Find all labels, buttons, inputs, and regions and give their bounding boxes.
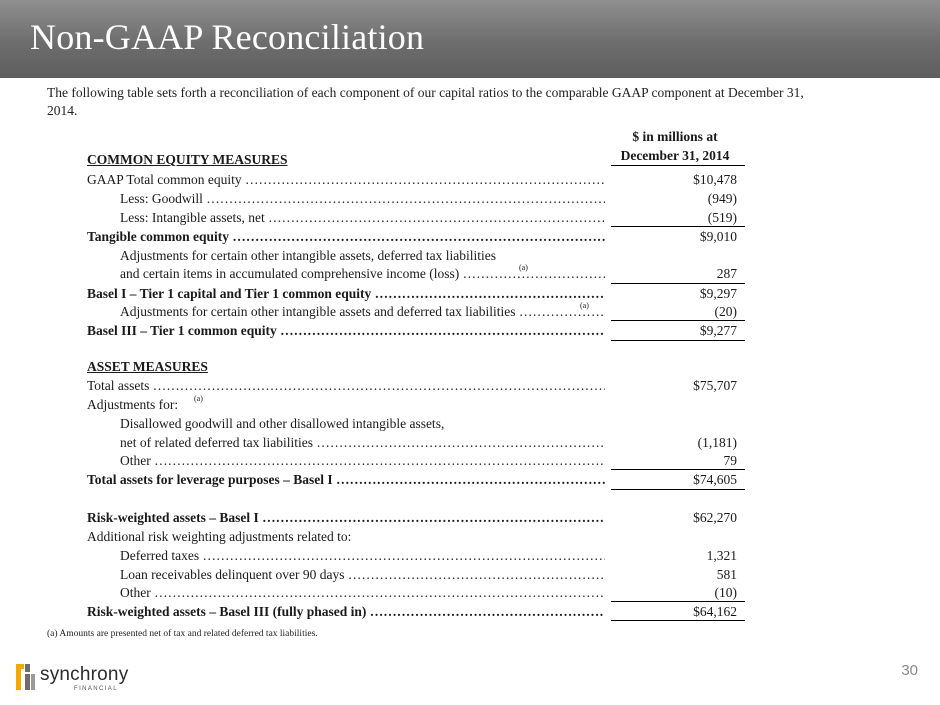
table-row bbox=[0, 189, 760, 208]
row-value: (949) bbox=[707, 191, 737, 206]
column-header-line1: $ in millions at bbox=[632, 129, 718, 144]
total-underline bbox=[611, 489, 745, 490]
table-row bbox=[0, 583, 760, 602]
row-value: 287 bbox=[716, 266, 737, 281]
row-value: (1,181) bbox=[697, 435, 737, 450]
row-label: Basel I – Tier 1 capital and Tier 1 common equity …………………………………………………………………………………………………………………………………………………………… bbox=[87, 284, 605, 303]
table-row bbox=[0, 451, 760, 470]
row-label: Disallowed goodwill and other disallowed intangible assets, bbox=[120, 416, 445, 431]
table-row bbox=[0, 565, 760, 584]
column-header-line2: December 31, 2014 bbox=[620, 148, 730, 163]
footnote-marker: (a) bbox=[519, 263, 528, 272]
row-label: Less: Intangible assets, net …………………………………………………………………………………………………………………………………………………………… bbox=[120, 208, 605, 227]
logo-subtext: FINANCIAL bbox=[74, 686, 118, 692]
page-number: 30 bbox=[901, 662, 918, 679]
row-label: GAAP Total common equity …………………………………………………………………………………………………………………………………………………………… bbox=[87, 170, 605, 189]
total-underline bbox=[611, 340, 745, 341]
row-label: Deferred taxes …………………………………………………………………………………………………………………………………………………………… bbox=[120, 546, 605, 565]
table-row bbox=[0, 170, 760, 189]
row-label: Tangible common equity …………………………………………………………………………………………………………………………………………………………… bbox=[87, 227, 605, 246]
synchrony-mark-icon bbox=[12, 662, 36, 692]
table-row bbox=[0, 227, 760, 246]
table-row bbox=[0, 433, 760, 452]
row-label: Adjustments for certain other intangible assets, deferred tax liabilities bbox=[120, 248, 497, 263]
row-value: $9,297 bbox=[699, 286, 737, 301]
footnote-marker: (a) bbox=[194, 394, 203, 403]
table-row bbox=[0, 150, 760, 169]
section-heading-asset-measures: ASSET MEASURES bbox=[87, 359, 208, 374]
row-label: and certain items in accumulated comprehensive income (loss) …………………………………………………………………………………………………………………………………………………………… bbox=[120, 264, 605, 283]
table-row bbox=[0, 508, 760, 527]
table-row bbox=[0, 284, 760, 303]
row-value: (10) bbox=[714, 585, 737, 600]
table-row bbox=[0, 246, 760, 265]
page-title: Non-GAAP Reconciliation bbox=[30, 17, 425, 57]
section-heading-common-equity: COMMON EQUITY MEASURES bbox=[87, 152, 288, 167]
table-row bbox=[0, 470, 760, 489]
row-label: Risk-weighted assets – Basel III (fully phased in) …………………………………………………………………………………………………………………………………………………………… bbox=[87, 602, 605, 621]
row-value: $64,162 bbox=[693, 604, 737, 619]
row-label: Adjustments for certain other intangible assets and deferred tax liabilities …………………………………………………………………………………………………………………………………………………………… bbox=[120, 302, 605, 321]
row-label: Additional risk weighting adjustments related to: bbox=[87, 529, 352, 544]
table-row bbox=[0, 208, 760, 227]
table-row bbox=[0, 264, 760, 283]
row-label: Less: Goodwill …………………………………………………………………………………………………………………………………………………………… bbox=[120, 189, 605, 208]
table-row bbox=[0, 602, 760, 621]
table-row bbox=[0, 414, 760, 433]
synchrony-logo bbox=[10, 660, 170, 694]
table-row bbox=[0, 302, 760, 321]
table-row bbox=[0, 357, 760, 376]
table-row bbox=[0, 527, 760, 546]
footnote-marker: (a) bbox=[580, 301, 589, 310]
table-row bbox=[0, 395, 760, 414]
row-value: $62,270 bbox=[693, 510, 737, 525]
row-label: Adjustments for: bbox=[87, 397, 179, 412]
row-label: Risk-weighted assets – Basel I …………………………………………………………………………………………………………………………………………………………… bbox=[87, 508, 605, 527]
row-label: Other …………………………………………………………………………………………………………………………………………………………… bbox=[120, 583, 605, 602]
row-label: net of related deferred tax liabilities …………………………………………………………………………………………………………………………………………………………… bbox=[120, 433, 605, 452]
row-label: Basel III – Tier 1 common equity …………………………………………………………………………………………………………………………………………………………… bbox=[87, 321, 605, 340]
title-bar bbox=[0, 0, 940, 78]
intro-paragraph: The following table sets forth a reconciliation of each component of our capital ratios to the comparable GAAP component at December 31, 2014. bbox=[47, 85, 804, 118]
row-value: (20) bbox=[714, 304, 737, 319]
table-row bbox=[0, 321, 760, 340]
row-value: 1,321 bbox=[706, 548, 737, 563]
row-value: $10,478 bbox=[693, 172, 737, 187]
table-row bbox=[0, 546, 760, 565]
row-label: Loan receivables delinquent over 90 days …………………………………………………………………………………………………………………………………………………………… bbox=[120, 565, 605, 584]
row-value: 581 bbox=[716, 567, 737, 582]
row-value: $74,605 bbox=[693, 472, 737, 487]
row-label: Total assets …………………………………………………………………………………………………………………………………………………………… bbox=[87, 376, 605, 395]
row-label: Other …………………………………………………………………………………………………………………………………………………………… bbox=[120, 451, 605, 470]
table-row bbox=[0, 376, 760, 395]
row-value: $9,277 bbox=[699, 323, 737, 338]
row-value: $9,010 bbox=[699, 229, 737, 244]
row-value: $75,707 bbox=[693, 378, 737, 393]
row-value: (519) bbox=[707, 210, 737, 225]
row-value: 79 bbox=[723, 453, 737, 468]
logo-wordmark: synchrony bbox=[40, 664, 129, 685]
total-underline bbox=[611, 620, 745, 621]
footnote: (a) Amounts are presented net of tax and related deferred tax liabilities. bbox=[47, 629, 318, 639]
row-label: Total assets for leverage purposes – Basel I …………………………………………………………………………………………………………………………………………………………… bbox=[87, 470, 605, 489]
